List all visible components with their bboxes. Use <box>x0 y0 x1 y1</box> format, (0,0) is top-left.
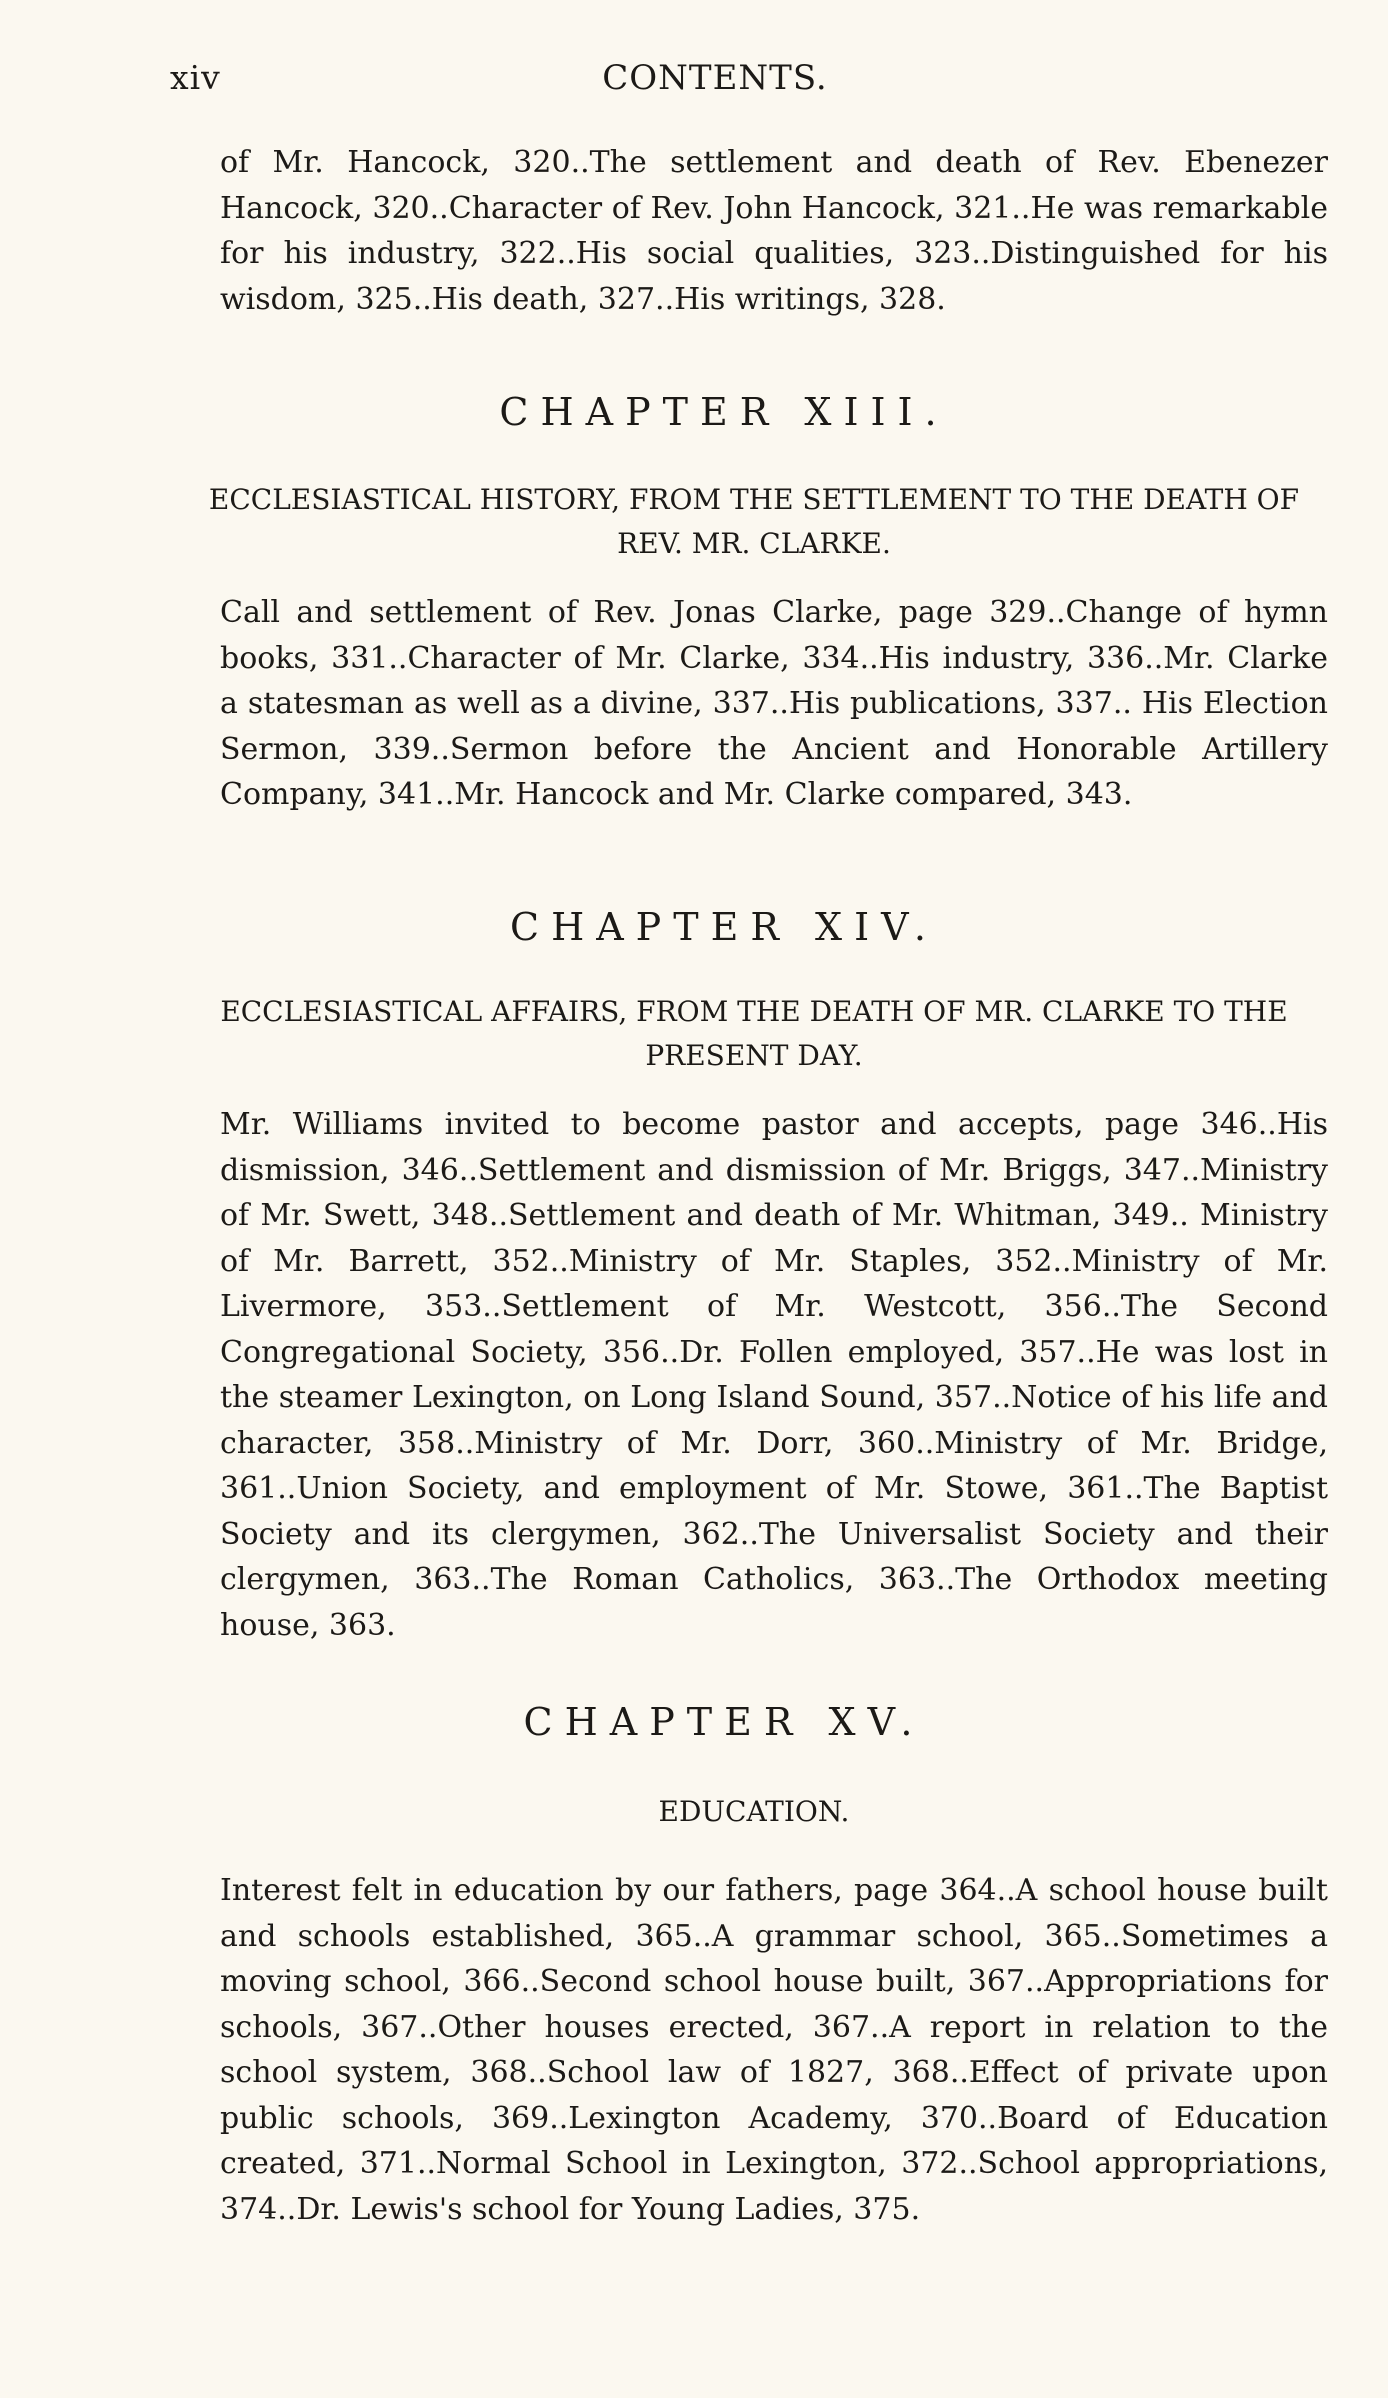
intro-paragraph: of Mr. Hancock, 320..The settlement and death of Rev. Ebenezer Hancock, 320..Character of Rev. John Hancock, 321..He was remarkable for his industry, 322..His social qualities, 323..Distinguished for his wisdom, 325..His death, 327..His writings, 328. <box>220 145 1328 317</box>
chapter-subtitle: ECCLESIASTICAL AFFAIRS, FROM THE DEATH OF MR. CLARKE TO THE PRESENT DAY. <box>220 995 1288 1072</box>
chapter-summary: Interest felt in education by our fathers, page 364..A school house built and schools established, 365..A grammar school, 365..Sometimes a moving school, 366..Second school house built, 367..Appropriations for schools, 367..Other houses erected, 367..A report in relation to the school system, 368..School law of 1827, 368..Effect of private upon public schools, 369..Lexington Academy, 370..Board of Education created, 371..Normal School in Lexington, 372..School appropriations, 374..Dr. Lewis's school for Young Ladies, 375. <box>220 1873 1328 2227</box>
chapter-heading: CHAPTER XIV. <box>510 905 938 949</box>
chapter-subtitle: ECCLESIASTICAL HISTORY, FROM THE SETTLEMENT TO THE DEATH OF REV. MR. CLARKE. <box>208 483 1300 560</box>
chapter-heading: CHAPTER XIII. <box>499 390 949 434</box>
chapter-summary: Call and settlement of Rev. Jonas Clarke, page 329..Change of hymn books, 331..Character of Mr. Clarke, 334..His industry, 336..Mr. Clarke a statesman as well as a divine, 337..His publications, 337.. His Election Sermon, 339..Sermon before the Ancient and Honorable Artillery Company, 341..Mr. Hancock and Mr. Clarke compared, 343. <box>220 595 1328 812</box>
chapter-heading: CHAPTER XV. <box>523 1700 925 1744</box>
chapter-summary: Mr. Williams invited to become pastor and accepts, page 346..His dismission, 346..Settlement and dismission of Mr. Briggs, 347..Ministry of Mr. Swett, 348..Settlement and death of Mr. Whitman, 349.. Ministry of Mr. Barrett, 352..Ministry of Mr. Staples, 352..Ministry of Mr. Livermore, 353..Settlement of Mr. Westcott, 356..The Second Congregational Society, 356..Dr. Follen employed, 357..He was lost in the steamer Lexington, on Long Island Sound, 357..Notice of his life and character, 358..Ministry of Mr. Dorr, 360..Ministry of Mr. Bridge, 361..Union Society, and employment of Mr. Stowe, 361..The Baptist Society and its clergymen, 362..The Universalist Society and their clergymen, 363..The Roman Catholics, 363..The Orthodox meeting house, 363. <box>220 1107 1328 1643</box>
running-head <box>170 58 1260 108</box>
chapter-subtitle: EDUCATION. <box>658 1795 850 1828</box>
page-number: xiv <box>170 58 221 97</box>
running-title: CONTENTS. <box>602 58 828 98</box>
